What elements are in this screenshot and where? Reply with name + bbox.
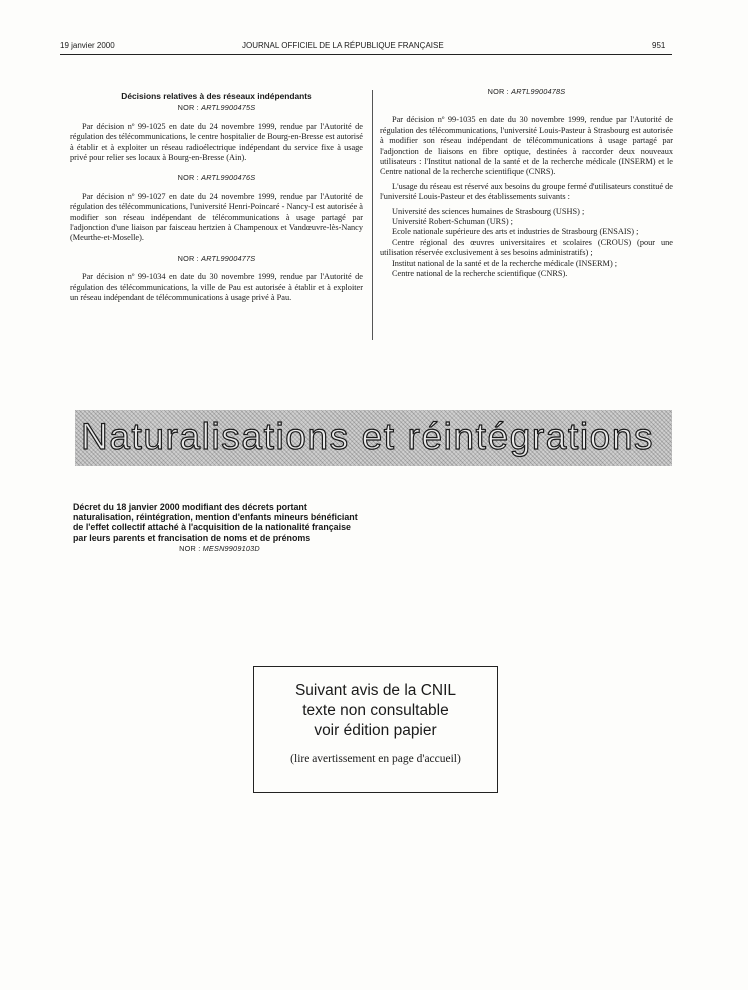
decision-paragraph: Par décision nº 99-1025 en date du 24 novembre 1999, rendue par l'Autorité de régulation des télécommunications, le centre hospitalier de Bourg-en-Bresse est autorisé à établir et à exploiter un réseau radioélectrique indépendant du service fixe à usage privé pour relier ses locaux à Bourg-en-Bresse (Ain).: [70, 121, 363, 163]
list-item: Ecole nationale supérieure des arts et industries de Strasbourg (ENSAIS) ;: [392, 227, 639, 237]
usage-paragraph: L'usage du réseau est réservé aux besoins du groupe fermé d'utilisateurs constitué de l'université Louis-Pasteur et des établissements suivants :: [380, 181, 673, 202]
list-item: Institut national de la santé et de la recherche médicale (INSERM) ;: [392, 258, 618, 268]
notice-line: texte non consultable: [302, 702, 449, 719]
list-item: Université Robert-Schuman (URS) ;: [392, 217, 513, 227]
banner-title: Naturalisations et réintégrations: [81, 416, 655, 457]
notice-footnote: (lire avertissement en page d'accueil): [290, 753, 461, 765]
header-rule: [60, 54, 672, 55]
column-divider: [372, 90, 373, 340]
list-item: Centre national de la recherche scientifique (CNRS).: [392, 269, 568, 279]
nor-line: NOR : ARTL9900478S: [487, 87, 566, 96]
nor-line: NOR : ARTL9900475S: [177, 103, 256, 113]
list-item: Centre régional des œuvres universitaires et scolaires (CROUS) (pour une utilisation réservée exclusivement à ses besoins administratifs) ;: [380, 237, 673, 258]
list-item: Université des sciences humaines de Strasbourg (USHS) ;: [392, 206, 585, 216]
nor-line: NOR : MESN9909103D: [179, 543, 260, 553]
decision-paragraph: Par décision nº 99-1034 en date du 30 novembre 1999, rendue par l'Autorité de régulation des télécommunications, la ville de Pau est autorisée à établir et à exploiter un réseau indépendant de télécommunications à usage privé à Pau.: [70, 272, 363, 303]
decision-paragraph: Par décision nº 99-1035 en date du 30 novembre 1999, rendue par l'Autorité de régulation des télécommunications, l'université Louis-Pasteur à Strasbourg est autorisée à modifier son réseau indépendant de télécommunications à usage partagé par l'adjonction de liaisons en fibre optique, destinées à raccorder deux nouveaux utilisateurs : l'Institut national de la santé et de la recherche médicale (INSERM) et le Centre national de la recherche scientifique (CNRS).: [380, 115, 673, 177]
nor-line: NOR : ARTL9900476S: [177, 173, 256, 183]
journal-title: JOURNAL OFFICIEL DE LA RÉPUBLIQUE FRANÇAISE: [242, 41, 444, 50]
decree-title: Décret du 18 janvier 2000 modifiant des décrets portant naturalisation, réintégration, mention d'enfants mineurs bénéficiant de l'effet collectif attaché à l'acquisition de la nationalité française par leurs parents et francisation de noms et de prénoms: [73, 502, 358, 543]
decree-block: [73, 502, 366, 553]
section-title: Décisions relatives à des réseaux indépendants: [121, 91, 312, 101]
page-number: 951: [652, 41, 666, 50]
notice-line: voir édition papier: [314, 722, 437, 739]
notice-line: Suivant avis de la CNIL: [294, 682, 457, 699]
nor-line: NOR : ARTL9900477S: [177, 253, 256, 263]
left-column: [70, 91, 363, 304]
right-column: [380, 87, 673, 280]
header-date: 19 janvier 2000: [60, 41, 115, 50]
decision-paragraph: Par décision nº 99-1027 en date du 24 novembre 1999, rendue par l'Autorité de régulation des télécommunications, l'université Henri-Poincaré - Nancy-I est autorisée à modifier son réseau indépendant de télécommunications à usage partagé par l'adjonction d'une liaison par faisceau hertzien à Champenoux et Vandœuvre-lès-Nancy (Meurthe-et-Moselle).: [70, 191, 363, 243]
cnil-notice-box: [253, 666, 498, 793]
section-banner: [75, 410, 672, 466]
